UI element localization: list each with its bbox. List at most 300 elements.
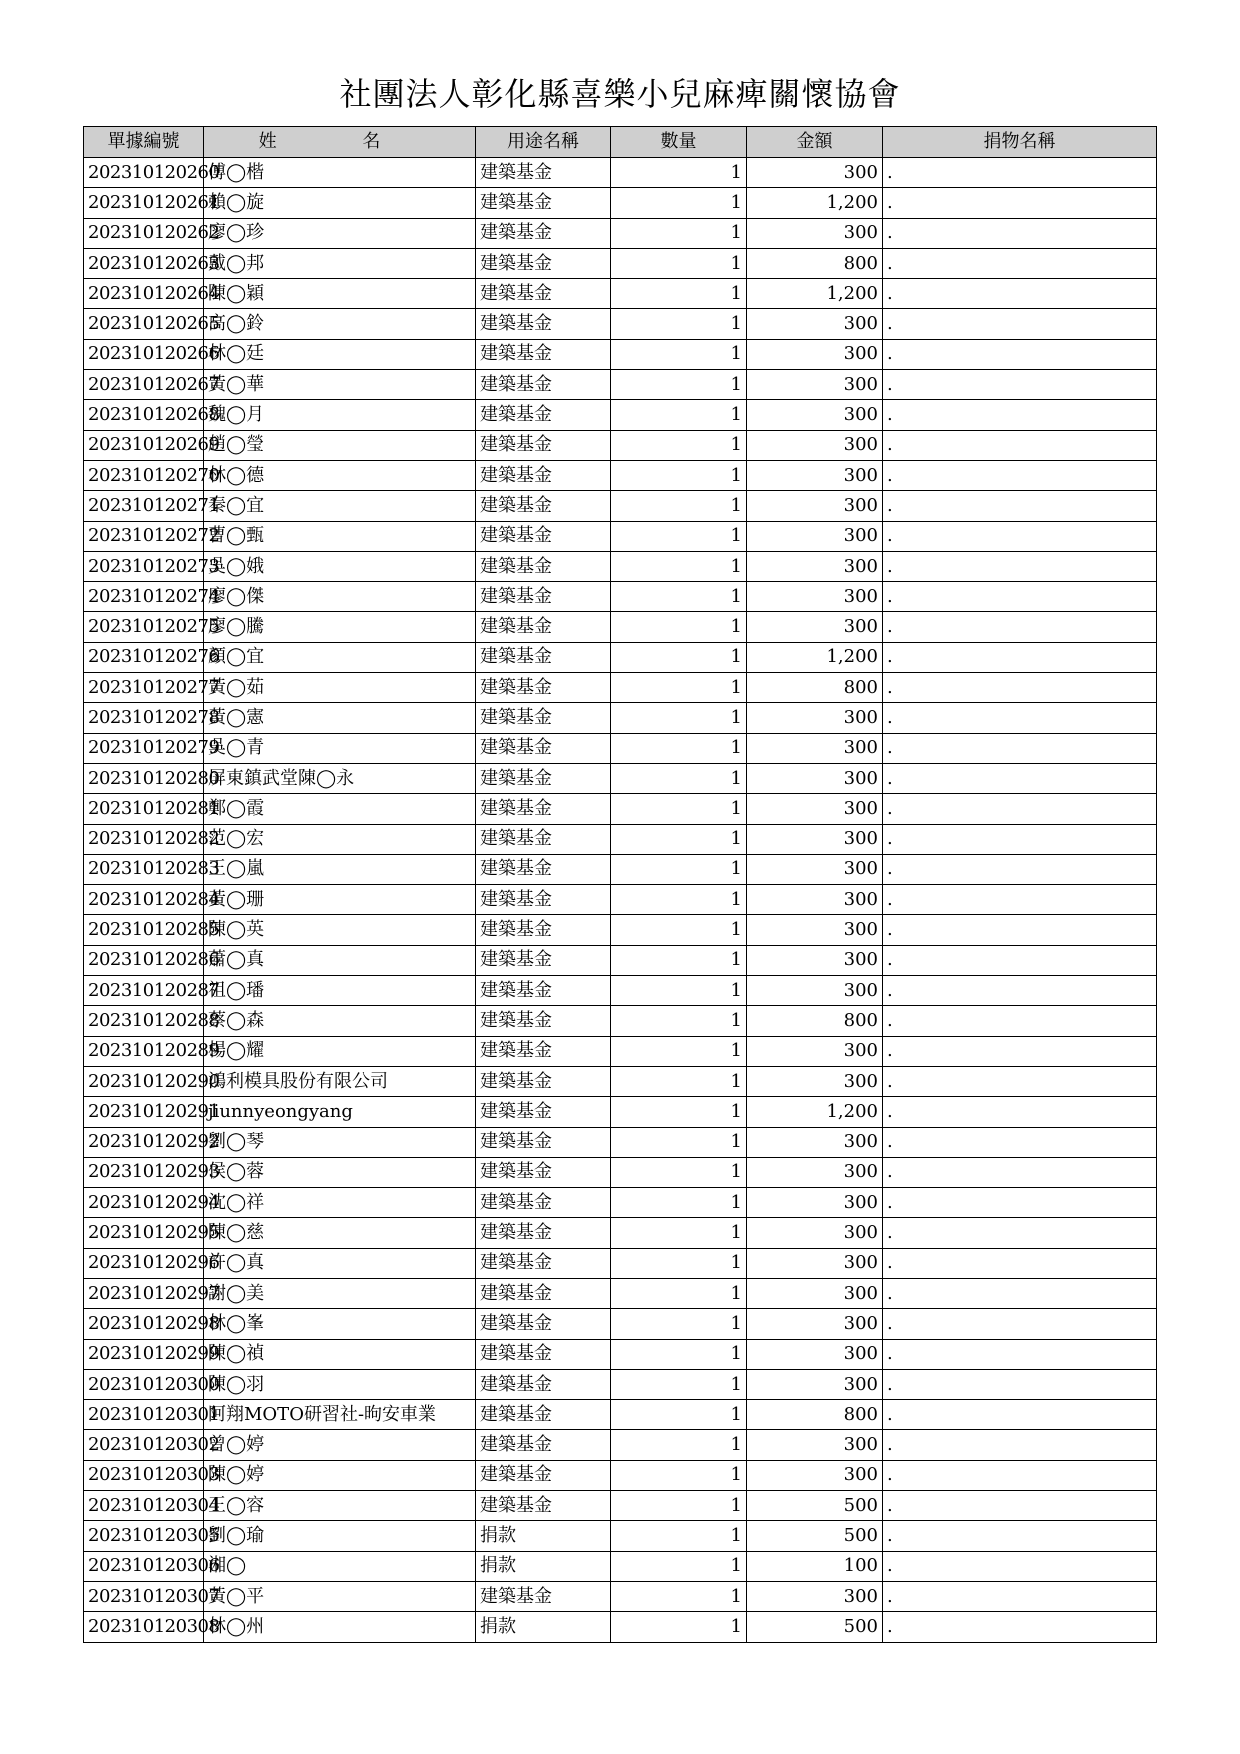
purpose-cell: 建築基金 — [476, 824, 611, 854]
table-row — [84, 945, 1157, 975]
receipt-number-cell: 202310120272 — [84, 521, 204, 551]
amount-cell: 300 — [747, 339, 883, 369]
table-row — [84, 339, 1157, 369]
purpose-cell: 建築基金 — [476, 460, 611, 490]
receipt-number-cell: 202310120297 — [84, 1278, 204, 1308]
receipt-number-cell: 202310120286 — [84, 945, 204, 975]
donor-name-cell: 侯◯蓉 — [204, 1157, 476, 1187]
table-row — [84, 1521, 1157, 1551]
donor-name-cell: 戴◯邦 — [204, 248, 476, 278]
amount-cell: 300 — [747, 1188, 883, 1218]
amount-cell: 300 — [747, 1218, 883, 1248]
table-row — [84, 1612, 1157, 1642]
donated-item-cell: . — [883, 1309, 1157, 1339]
donor-name-cell: 沈◯祥 — [204, 1188, 476, 1218]
donor-name-cell: 黃◯憲 — [204, 703, 476, 733]
table-row — [84, 1551, 1157, 1581]
donated-item-cell: . — [883, 854, 1157, 884]
donated-item-cell: . — [883, 976, 1157, 1006]
quantity-cell: 1 — [611, 1066, 747, 1096]
donated-item-cell: . — [883, 1188, 1157, 1218]
purpose-cell: 建築基金 — [476, 1157, 611, 1187]
quantity-cell: 1 — [611, 1188, 747, 1218]
table-row — [84, 1036, 1157, 1066]
receipt-number-cell: 202310120262 — [84, 218, 204, 248]
quantity-cell: 1 — [611, 551, 747, 581]
quantity-cell: 1 — [611, 976, 747, 1006]
table-row — [84, 400, 1157, 430]
amount-cell: 300 — [747, 1157, 883, 1187]
donated-item-cell: . — [883, 642, 1157, 672]
receipt-number-cell: 202310120280 — [84, 763, 204, 793]
purpose-cell: 建築基金 — [476, 582, 611, 612]
donor-name-cell: 黃◯華 — [204, 370, 476, 400]
receipt-number-cell: 202310120285 — [84, 915, 204, 945]
header-purpose: 用途名稱 — [476, 127, 611, 158]
receipt-number-cell: 202310120308 — [84, 1612, 204, 1642]
receipt-number-cell: 202310120295 — [84, 1218, 204, 1248]
table-row — [84, 460, 1157, 490]
table-row — [84, 1127, 1157, 1157]
table-row — [84, 763, 1157, 793]
amount-cell: 300 — [747, 309, 883, 339]
receipt-number-cell: 202310120301 — [84, 1400, 204, 1430]
header-amount: 金額 — [747, 127, 883, 158]
donated-item-cell: . — [883, 885, 1157, 915]
receipt-number-cell: 202310120274 — [84, 582, 204, 612]
donor-name-cell: 陳◯羽 — [204, 1369, 476, 1399]
quantity-cell: 1 — [611, 673, 747, 703]
quantity-cell: 1 — [611, 279, 747, 309]
table-row — [84, 1278, 1157, 1308]
table-row — [84, 794, 1157, 824]
amount-cell: 800 — [747, 673, 883, 703]
purpose-cell: 建築基金 — [476, 612, 611, 642]
purpose-cell: 建築基金 — [476, 1218, 611, 1248]
quantity-cell: 1 — [611, 400, 747, 430]
quantity-cell: 1 — [611, 158, 747, 188]
amount-cell: 300 — [747, 612, 883, 642]
receipt-number-cell: 202310120299 — [84, 1339, 204, 1369]
quantity-cell: 1 — [611, 1521, 747, 1551]
amount-cell: 300 — [747, 400, 883, 430]
receipt-number-cell: 202310120306 — [84, 1551, 204, 1581]
donor-name-cell: 黃◯茹 — [204, 673, 476, 703]
document-title: 社團法人彰化縣喜樂小兒麻痺關懷協會 — [339, 75, 901, 113]
quantity-cell: 1 — [611, 1036, 747, 1066]
purpose-cell: 建築基金 — [476, 1430, 611, 1460]
donated-item-cell: . — [883, 945, 1157, 975]
amount-cell: 300 — [747, 460, 883, 490]
quantity-cell: 1 — [611, 945, 747, 975]
purpose-cell: 建築基金 — [476, 218, 611, 248]
table-row — [84, 854, 1157, 884]
quantity-cell: 1 — [611, 1491, 747, 1521]
quantity-cell: 1 — [611, 763, 747, 793]
donor-name-cell: 劉◯瑜 — [204, 1521, 476, 1551]
quantity-cell: 1 — [611, 1248, 747, 1278]
purpose-cell: 建築基金 — [476, 794, 611, 824]
donor-name-cell: 楊◯耀 — [204, 1036, 476, 1066]
donor-name-cell: 廖◯騰 — [204, 612, 476, 642]
donated-item-cell: . — [883, 248, 1157, 278]
table-row — [84, 491, 1157, 521]
amount-cell: 300 — [747, 1036, 883, 1066]
header-donated-item: 捐物名稱 — [883, 127, 1157, 158]
donor-name-cell: 屏東鎮武堂陳◯永 — [204, 763, 476, 793]
purpose-cell: 建築基金 — [476, 339, 611, 369]
purpose-cell: 建築基金 — [476, 1097, 611, 1127]
table-row — [84, 430, 1157, 460]
donor-name-cell: 林◯峯 — [204, 1309, 476, 1339]
donated-item-cell: . — [883, 1521, 1157, 1551]
quantity-cell: 1 — [611, 885, 747, 915]
purpose-cell: 建築基金 — [476, 370, 611, 400]
amount-cell: 300 — [747, 1369, 883, 1399]
purpose-cell: 建築基金 — [476, 1369, 611, 1399]
quantity-cell: 1 — [611, 733, 747, 763]
donated-item-cell: . — [883, 703, 1157, 733]
donated-item-cell: . — [883, 1097, 1157, 1127]
donated-item-cell: . — [883, 612, 1157, 642]
purpose-cell: 建築基金 — [476, 248, 611, 278]
purpose-cell: 建築基金 — [476, 763, 611, 793]
table-row — [84, 1430, 1157, 1460]
quantity-cell: 1 — [611, 1400, 747, 1430]
table-row — [84, 248, 1157, 278]
donated-item-cell: . — [883, 1218, 1157, 1248]
amount-cell: 100 — [747, 1551, 883, 1581]
donated-item-cell: . — [883, 551, 1157, 581]
quantity-cell: 1 — [611, 521, 747, 551]
receipt-number-cell: 202310120298 — [84, 1309, 204, 1339]
donor-name-cell: 阿翔MOTO研習社-昫安車業 — [204, 1400, 476, 1430]
amount-cell: 300 — [747, 1309, 883, 1339]
table-row — [84, 1218, 1157, 1248]
receipt-number-cell: 202310120275 — [84, 612, 204, 642]
receipt-number-cell: 202310120305 — [84, 1521, 204, 1551]
donated-item-cell: . — [883, 1036, 1157, 1066]
receipt-number-cell: 202310120289 — [84, 1036, 204, 1066]
donor-name-cell: 鄭◯霞 — [204, 794, 476, 824]
donor-name-cell: 劉◯琴 — [204, 1127, 476, 1157]
table-row — [84, 976, 1157, 1006]
table-row — [84, 1066, 1157, 1096]
quantity-cell: 1 — [611, 491, 747, 521]
table-row — [84, 612, 1157, 642]
purpose-cell: 建築基金 — [476, 673, 611, 703]
donated-item-cell: . — [883, 400, 1157, 430]
purpose-cell: 建築基金 — [476, 1036, 611, 1066]
receipt-number-cell: 202310120294 — [84, 1188, 204, 1218]
amount-cell: 300 — [747, 1066, 883, 1096]
donor-name-cell: 林◯州 — [204, 1612, 476, 1642]
receipt-number-cell: 202310120296 — [84, 1248, 204, 1278]
purpose-cell: 建築基金 — [476, 1006, 611, 1036]
donated-item-cell: . — [883, 279, 1157, 309]
purpose-cell: 建築基金 — [476, 430, 611, 460]
purpose-cell: 建築基金 — [476, 1066, 611, 1096]
donor-name-cell: 趙◯瑩 — [204, 430, 476, 460]
table-row — [84, 1460, 1157, 1490]
donor-name-cell: 陳◯禎 — [204, 1339, 476, 1369]
receipt-number-cell: 202310120277 — [84, 673, 204, 703]
table-row — [84, 1006, 1157, 1036]
donor-name-cell: 蔡◯森 — [204, 1006, 476, 1036]
receipt-number-cell: 202310120293 — [84, 1157, 204, 1187]
donor-name-cell: 王◯嵐 — [204, 854, 476, 884]
receipt-number-cell: 202310120287 — [84, 976, 204, 1006]
purpose-cell: 建築基金 — [476, 309, 611, 339]
donated-item-cell: . — [883, 218, 1157, 248]
donor-name-cell: 黃◯珊 — [204, 885, 476, 915]
quantity-cell: 1 — [611, 1006, 747, 1036]
donated-item-cell: . — [883, 1278, 1157, 1308]
header-name: 姓 名 — [204, 127, 476, 158]
amount-cell: 1,200 — [747, 1097, 883, 1127]
amount-cell: 300 — [747, 915, 883, 945]
donor-name-cell: 許◯真 — [204, 1248, 476, 1278]
purpose-cell: 建築基金 — [476, 551, 611, 581]
quantity-cell: 1 — [611, 1157, 747, 1187]
donated-item-cell: . — [883, 1006, 1157, 1036]
quantity-cell: 1 — [611, 794, 747, 824]
receipt-number-cell: 202310120269 — [84, 430, 204, 460]
receipt-number-cell: 202310120300 — [84, 1369, 204, 1399]
donor-name-cell: 黃◯平 — [204, 1581, 476, 1611]
receipt-number-cell: 202310120261 — [84, 188, 204, 218]
receipt-number-cell: 202310120273 — [84, 551, 204, 581]
receipt-number-cell: 202310120279 — [84, 733, 204, 763]
quantity-cell: 1 — [611, 1097, 747, 1127]
amount-cell: 300 — [747, 551, 883, 581]
donated-item-cell: . — [883, 491, 1157, 521]
receipt-number-cell: 202310120284 — [84, 885, 204, 915]
receipt-number-cell: 202310120288 — [84, 1006, 204, 1036]
donor-name-cell: 湘◯ — [204, 1551, 476, 1581]
donated-item-cell: . — [883, 1491, 1157, 1521]
table-row — [84, 188, 1157, 218]
amount-cell: 300 — [747, 1460, 883, 1490]
receipt-number-cell: 202310120282 — [84, 824, 204, 854]
table-row — [84, 915, 1157, 945]
table-row — [84, 1248, 1157, 1278]
purpose-cell: 建築基金 — [476, 491, 611, 521]
receipt-number-cell: 202310120270 — [84, 460, 204, 490]
table-row — [84, 1309, 1157, 1339]
receipt-number-cell: 202310120307 — [84, 1581, 204, 1611]
quantity-cell: 1 — [611, 1581, 747, 1611]
table-header — [84, 127, 1157, 158]
donor-name-cell: 蕭◯真 — [204, 945, 476, 975]
quantity-cell: 1 — [611, 703, 747, 733]
quantity-cell: 1 — [611, 1309, 747, 1339]
table-row — [84, 733, 1157, 763]
amount-cell: 300 — [747, 370, 883, 400]
table-row — [84, 521, 1157, 551]
quantity-cell: 1 — [611, 1339, 747, 1369]
amount-cell: 300 — [747, 1581, 883, 1611]
donor-name-cell: 秦◯宜 — [204, 491, 476, 521]
donor-name-cell: 鴻利模具股份有限公司 — [204, 1066, 476, 1096]
purpose-cell: 建築基金 — [476, 1309, 611, 1339]
donated-item-cell: . — [883, 1581, 1157, 1611]
amount-cell: 300 — [747, 1248, 883, 1278]
amount-cell: 300 — [747, 703, 883, 733]
receipt-number-cell: 202310120283 — [84, 854, 204, 884]
table-row — [84, 582, 1157, 612]
donated-item-cell: . — [883, 763, 1157, 793]
donor-name-cell: 林◯德 — [204, 460, 476, 490]
receipt-number-cell: 202310120271 — [84, 491, 204, 521]
amount-cell: 1,200 — [747, 642, 883, 672]
donated-item-cell: . — [883, 430, 1157, 460]
amount-cell: 300 — [747, 218, 883, 248]
donor-name-cell: jiunnyeongyang — [204, 1097, 476, 1127]
table-row — [84, 1400, 1157, 1430]
donated-item-cell: . — [883, 824, 1157, 854]
receipt-number-cell: 202310120278 — [84, 703, 204, 733]
donated-item-cell: . — [883, 582, 1157, 612]
quantity-cell: 1 — [611, 1430, 747, 1460]
donated-item-cell: . — [883, 460, 1157, 490]
receipt-number-cell: 202310120267 — [84, 370, 204, 400]
table-row — [84, 370, 1157, 400]
receipt-number-cell: 202310120290 — [84, 1066, 204, 1096]
amount-cell: 300 — [747, 582, 883, 612]
purpose-cell: 建築基金 — [476, 703, 611, 733]
quantity-cell: 1 — [611, 309, 747, 339]
purpose-cell: 建築基金 — [476, 885, 611, 915]
quantity-cell: 1 — [611, 460, 747, 490]
donated-item-cell: . — [883, 1460, 1157, 1490]
quantity-cell: 1 — [611, 642, 747, 672]
quantity-cell: 1 — [611, 612, 747, 642]
donated-item-cell: . — [883, 158, 1157, 188]
donor-name-cell: 賴◯旋 — [204, 188, 476, 218]
donated-item-cell: . — [883, 1157, 1157, 1187]
purpose-cell: 建築基金 — [476, 158, 611, 188]
donated-item-cell: . — [883, 1430, 1157, 1460]
table-row — [84, 551, 1157, 581]
receipt-number-cell: 202310120276 — [84, 642, 204, 672]
purpose-cell: 建築基金 — [476, 1248, 611, 1278]
amount-cell: 300 — [747, 1127, 883, 1157]
donated-item-cell: . — [883, 1612, 1157, 1642]
purpose-cell: 建築基金 — [476, 1460, 611, 1490]
purpose-cell: 建築基金 — [476, 400, 611, 430]
receipt-number-cell: 202310120303 — [84, 1460, 204, 1490]
amount-cell: 300 — [747, 158, 883, 188]
donated-item-cell: . — [883, 1339, 1157, 1369]
receipt-number-cell: 202310120292 — [84, 1127, 204, 1157]
table-row — [84, 673, 1157, 703]
quantity-cell: 1 — [611, 915, 747, 945]
donor-name-cell: 王◯容 — [204, 1491, 476, 1521]
donated-item-cell: . — [883, 1127, 1157, 1157]
table-row — [84, 1339, 1157, 1369]
donor-name-cell: 吳◯青 — [204, 733, 476, 763]
amount-cell: 300 — [747, 1339, 883, 1369]
receipt-number-cell: 202310120268 — [84, 400, 204, 430]
table-row — [84, 158, 1157, 188]
table-row — [84, 1157, 1157, 1187]
purpose-cell: 建築基金 — [476, 1127, 611, 1157]
donor-name-cell: 陳◯穎 — [204, 279, 476, 309]
header-receipt-number: 單據編號 — [84, 127, 204, 158]
donor-name-cell: 林◯廷 — [204, 339, 476, 369]
receipt-number-cell: 202310120265 — [84, 309, 204, 339]
donated-item-cell: . — [883, 339, 1157, 369]
purpose-cell: 建築基金 — [476, 521, 611, 551]
donated-item-cell: . — [883, 794, 1157, 824]
receipt-number-cell: 202310120260 — [84, 158, 204, 188]
donor-name-cell: 曹◯甄 — [204, 521, 476, 551]
receipt-number-cell: 202310120302 — [84, 1430, 204, 1460]
quantity-cell: 1 — [611, 1369, 747, 1399]
table-row — [84, 309, 1157, 339]
donor-name-cell: 傅◯楷 — [204, 158, 476, 188]
purpose-cell: 建築基金 — [476, 1188, 611, 1218]
donor-name-cell: 吳◯娥 — [204, 551, 476, 581]
table-row — [84, 279, 1157, 309]
purpose-cell: 捐款 — [476, 1551, 611, 1581]
receipt-number-cell: 202310120266 — [84, 339, 204, 369]
amount-cell: 800 — [747, 1006, 883, 1036]
quantity-cell: 1 — [611, 430, 747, 460]
table-row — [84, 1097, 1157, 1127]
donated-item-cell: . — [883, 673, 1157, 703]
purpose-cell: 建築基金 — [476, 1339, 611, 1369]
purpose-cell: 建築基金 — [476, 1491, 611, 1521]
amount-cell: 300 — [747, 521, 883, 551]
amount-cell: 300 — [747, 976, 883, 1006]
amount-cell: 300 — [747, 491, 883, 521]
purpose-cell: 建築基金 — [476, 733, 611, 763]
quantity-cell: 1 — [611, 188, 747, 218]
donor-name-cell: 廖◯傑 — [204, 582, 476, 612]
receipt-number-cell: 202310120263 — [84, 248, 204, 278]
table-row — [84, 1491, 1157, 1521]
quantity-cell: 1 — [611, 218, 747, 248]
table-row — [84, 885, 1157, 915]
quantity-cell: 1 — [611, 1460, 747, 1490]
quantity-cell: 1 — [611, 1551, 747, 1581]
purpose-cell: 建築基金 — [476, 915, 611, 945]
purpose-cell: 捐款 — [476, 1521, 611, 1551]
table-row — [84, 1581, 1157, 1611]
donor-name-cell: 魏◯月 — [204, 400, 476, 430]
donation-table — [83, 126, 1157, 1643]
purpose-cell: 建築基金 — [476, 976, 611, 1006]
amount-cell: 500 — [747, 1521, 883, 1551]
donated-item-cell: . — [883, 1400, 1157, 1430]
purpose-cell: 建築基金 — [476, 188, 611, 218]
table-row — [84, 218, 1157, 248]
donor-name-cell: 祖◯璠 — [204, 976, 476, 1006]
purpose-cell: 建築基金 — [476, 1278, 611, 1308]
donated-item-cell: . — [883, 1551, 1157, 1581]
donated-item-cell: . — [883, 188, 1157, 218]
purpose-cell: 建築基金 — [476, 642, 611, 672]
amount-cell: 300 — [747, 945, 883, 975]
quantity-cell: 1 — [611, 1127, 747, 1157]
amount-cell: 300 — [747, 1278, 883, 1308]
quantity-cell: 1 — [611, 824, 747, 854]
receipt-number-cell: 202310120291 — [84, 1097, 204, 1127]
amount-cell: 1,200 — [747, 188, 883, 218]
amount-cell: 300 — [747, 763, 883, 793]
